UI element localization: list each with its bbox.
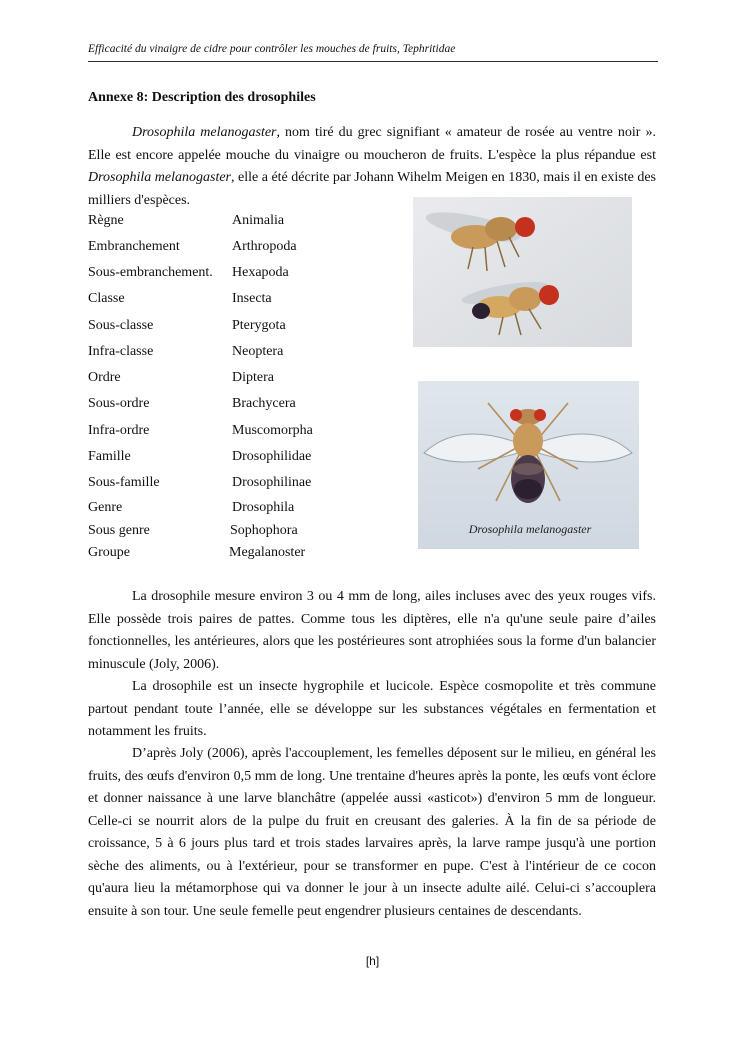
species-name-2: Drosophila melanogaster [88,170,231,185]
paragraph-ecology-text: La drosophile est un insecte hygrophile et lucicole. Espèce cosmopolite et très commune partout pendant toute l’année, elle se développe sur les substances végétales en fermentation et notamment les fruits. [88,679,656,739]
taxonomy-rank: Sous-ordre [88,396,150,411]
header-rule [88,61,658,62]
fly-side-photo [413,197,632,347]
taxonomy-value: Hexapoda [232,265,289,280]
taxonomy-rank: Genre [88,500,123,515]
fly-top-photo [418,381,639,549]
figure-caption: Drosophila melanogaster [468,522,592,536]
section-title: Annexe 8: Description des drosophiles [88,90,316,105]
taxonomy-value: Brachycera [232,396,296,411]
taxonomy-value: Drosophilinae [232,475,312,490]
taxonomy-value: Drosophilidae [232,449,312,464]
taxonomy-value: Megalanoster [229,545,306,560]
taxonomy-rank: Famille [88,449,131,464]
taxonomy-rank: Infra-ordre [88,423,150,438]
taxonomy-value: Diptera [232,370,274,385]
taxonomy-rank: Sous-famille [88,475,160,490]
taxonomy-rank: Ordre [88,370,121,385]
taxonomy-rank: Embranchement [88,239,180,254]
species-name: Drosophila melanogaster [132,125,277,140]
taxonomy-rank: Sous genre [88,523,150,538]
taxonomy-rank: Règne [88,213,124,228]
paragraph-morphology-text: La drosophile mesure environ 3 ou 4 mm de long, ailes incluses avec des yeux rouges vifs. Elle possède trois paires de pattes. Comme tous les diptères, elle n'a qu'une seule paire d’ailes fonctionnelles, les antérieures, alors que les postérieures sont atrophiées sous la forme d'un balancier minuscule (Joly, 2006). [88,589,656,672]
taxonomy-rank: Infra-classe [88,344,154,359]
taxonomy-value: Sophophora [230,523,298,538]
paragraph-lifecycle [88,743,656,923]
taxonomy-value: Pterygota [232,318,286,333]
taxonomy-value: Muscomorpha [232,423,313,438]
taxonomy-rank: Classe [88,291,125,306]
taxonomy-rank: Sous-embranchement. [88,265,213,280]
taxonomy-value: Neoptera [232,344,284,359]
taxonomy-value: Drosophila [232,500,295,515]
running-header: Efficacité du vinaigre de cidre pour contrôler les mouches de fruits, Tephritidae [88,43,456,55]
taxonomy-rank: Groupe [88,545,130,560]
taxonomy-rank: Sous-classe [88,318,154,333]
paragraph-lifecycle-text: D’après Joly (2006), après l'accouplement, les femelles déposent sur le milieu, en général les fruits, des œufs d'environ 0,5 mm de long. Une trentaine d'heures après la ponte, les œufs vont éclore et donner naissance à une larve blanchâtre (appelée aussi «asticot») d'environ 5 mm de longueur. Celle-ci se nourrit alors de la pulpe du fruit en creusant des galeries. À la fin de sa période de croissance, 5 à 6 jours plus tard et trois stades larvaires après, la larve rampe jusqu'à une portion sèche des aliments, ou à l'extérieur, pour se transformer en pupe. C'est à l'intérieur de ce cocon qu'aura lieu la métamorphose qui va donner le jour à un insecte adulte ailé. Celui-ci s’accouplera ensuite à son tour. Une seule femelle peut engendrer plusieurs centaines de descendants. [88,746,656,919]
intro-text-2: , elle a été décrite par Johann Wihelm Meigen en 1830, mais il en existe des milliers d'espèces. [88,170,657,208]
taxonomy-value: Insecta [232,291,272,306]
intro-text-1: , nom tiré du grec signifiant « amateur de rosée au ventre noir ». Elle est encore appelée mouche du vinaigre ou moucheron de fruits. L'espèce la plus répandue est [88,125,656,163]
taxonomy-value: Animalia [232,213,285,228]
paragraph-morphology [88,586,656,676]
paragraph-ecology [88,676,656,744]
taxonomy-value: Arthropoda [232,239,297,254]
page-number: [h] [365,954,380,968]
